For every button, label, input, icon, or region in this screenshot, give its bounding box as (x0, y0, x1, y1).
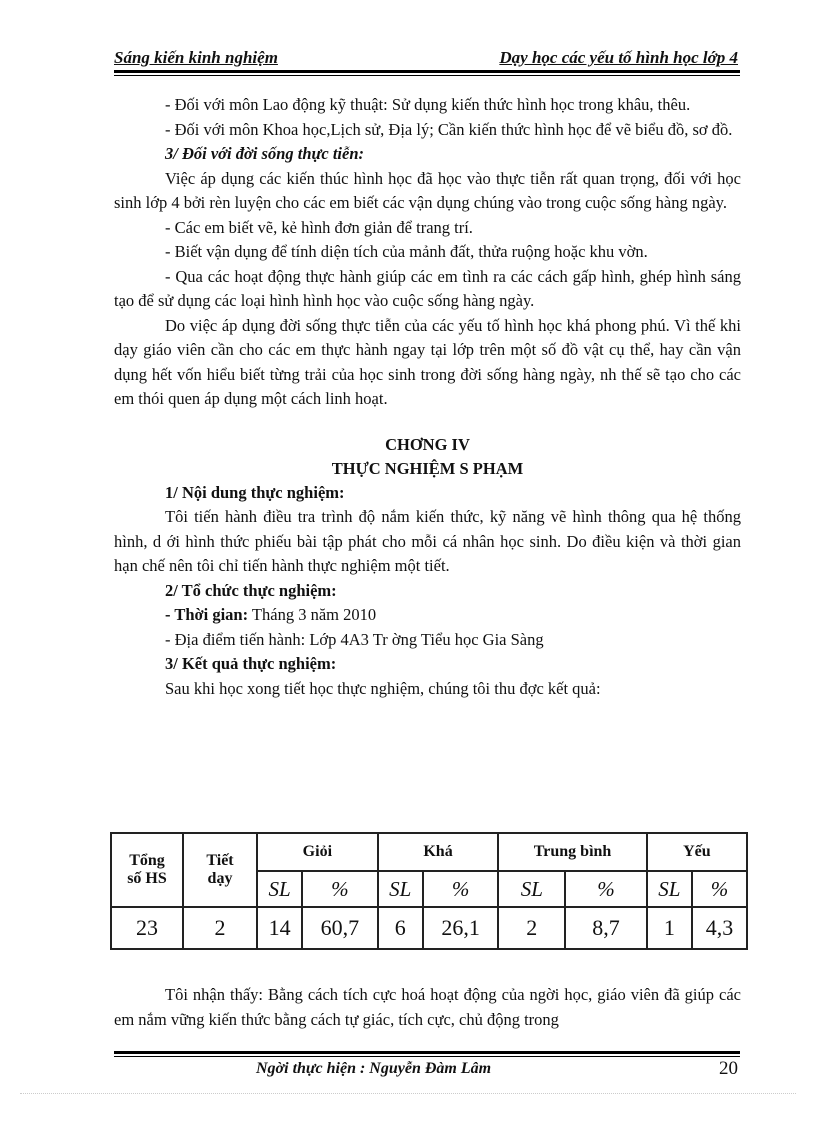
cell-tb-sl: 2 (498, 907, 565, 949)
cell-total: 23 (111, 907, 183, 949)
cell-lesson: 2 (183, 907, 257, 949)
time-value: Tháng 3 năm 2010 (248, 605, 377, 624)
cell-gioi-sl: 14 (257, 907, 302, 949)
pct-header: % (565, 871, 647, 907)
header-yeu: Yếu (647, 833, 747, 871)
cell-yeu-pct: 4,3 (692, 907, 747, 949)
header-gioi: Giỏi (257, 833, 378, 871)
page-footer (114, 1060, 740, 1082)
sl-header: SL (647, 871, 692, 907)
place-line: - Địa điểm tiến hành: Lớp 4A3 Tr ờng Tiểu học Gia Sàng (165, 629, 544, 649)
paragraph: Việc áp dụng các kiến thúc hình học đã học vào thực tiễn rất quan trọng, đối với học sinh lớp 4 bởi rèn luyện cho các em biết các vận dụng chúng vào trong cuộc sống hàng ngày. (114, 168, 741, 212)
paragraph: - Qua các hoạt động thực hành giúp các em tình ra các cách gấp hình, ghép hình sáng tạo để sử dụng các loại hình hình học vào cuộc sống hàng ngày. (114, 266, 741, 310)
header-kha: Khá (378, 833, 499, 871)
chapter-title: THỰC NGHIỆM S PHẠM (331, 458, 524, 478)
paragraph: Tôi tiến hành điều tra trình độ nắm kiến thức, kỹ năng vẽ hình thông qua hệ thống hình, d ới hình thức phiếu bài tập phát cho mỗi cá nhân học sinh. Do điều kiện và thời gian hạn chế nên tôi chỉ tiến hành thực nghiệm một tiết. (114, 507, 741, 575)
closing-paragraph-block (114, 983, 741, 1032)
pct-header: % (302, 871, 378, 907)
page-edge-divider (20, 1093, 796, 1094)
paragraph: - Đối với môn Khoa học,Lịch sử, Địa lý; Cần kiến thức hình học để vẽ biểu đồ, sơ đồ. (165, 119, 733, 139)
table-row (111, 907, 747, 949)
paragraph: Tôi nhận thấy: Bằng cách tích cực hoá hoạt động của ngời học, giáo viên đã giúp các em nắm vững kiến thức bằng cách tự giác, tích cực, chủ động trong (114, 985, 741, 1029)
header-trung-binh: Trung bình (498, 833, 646, 871)
time-label: - Thời gian: (165, 605, 249, 624)
sl-header: SL (378, 871, 423, 907)
time-line (165, 603, 741, 628)
section-heading: 2/ Tổ chức thực nghiệm: (165, 580, 337, 600)
cell-yeu-sl: 1 (647, 907, 692, 949)
page-header (114, 48, 740, 72)
header-right: Dạy học các yếu tố hình học lớp 4 (499, 48, 738, 67)
pct-header: % (692, 871, 747, 907)
header-total: Tổng số HS (111, 833, 183, 907)
section-heading: 3/ Đối với đời sống thực tiễn: (165, 144, 365, 163)
paragraph: - Các em biết vẽ, kẻ hình đơn giản để trang trí. (165, 217, 473, 237)
section-heading: 3/ Kết quả thực nghiệm: (165, 654, 337, 673)
results-table (110, 832, 748, 950)
chapter-number: CHƠNG IV (385, 434, 470, 454)
header-left: Sáng kiến kinh nghiệm (114, 48, 278, 67)
page-number: 20 (719, 1058, 738, 1079)
paragraph: - Đối với môn Lao động kỹ thuật: Sử dụng kiến thức hình học trong khâu, thêu. (165, 95, 691, 114)
sl-header: SL (257, 871, 302, 907)
header-rule-thin (114, 75, 740, 76)
header-lesson: Tiết dạy (183, 833, 257, 907)
paragraph: Do việc áp dụng đời sống thực tiễn của các yếu tố hình học khá phong phú. Vì thế khi dạy giáo viên cần cho các em thực hành ngay tại lớp trên một số đồ vật cụ thể, hay cần vận dụng hết vốn hiểu biết từng trải của học sinh trong đời sống hàng ngày, nh thế sẽ tạo cho các em thói quen áp dụng một cách linh hoạt. (114, 315, 741, 408)
section-heading: 1/ Nội dung thực nghiệm: (165, 482, 345, 502)
footer-author: Ngời thực hiện : Nguyễn Đàm Lâm (256, 1060, 492, 1077)
cell-kha-pct: 26,1 (423, 907, 499, 949)
cell-gioi-pct: 60,7 (302, 907, 378, 949)
pct-header: % (423, 871, 499, 907)
paragraph: - Biết vận dụng để tính diện tích của mảnh đất, thửa ruộng hoặc khu vờn. (165, 242, 648, 261)
footer-rule-thin (114, 1056, 740, 1057)
cell-tb-pct: 8,7 (565, 907, 647, 949)
header-rule-thick (114, 70, 740, 73)
page-body (114, 93, 741, 701)
footer-rule-thick (114, 1051, 740, 1054)
cell-kha-sl: 6 (378, 907, 423, 949)
sl-header: SL (498, 871, 565, 907)
paragraph: Sau khi học xong tiết học thực nghiệm, chúng tôi thu đợc kết quả: (165, 678, 601, 698)
